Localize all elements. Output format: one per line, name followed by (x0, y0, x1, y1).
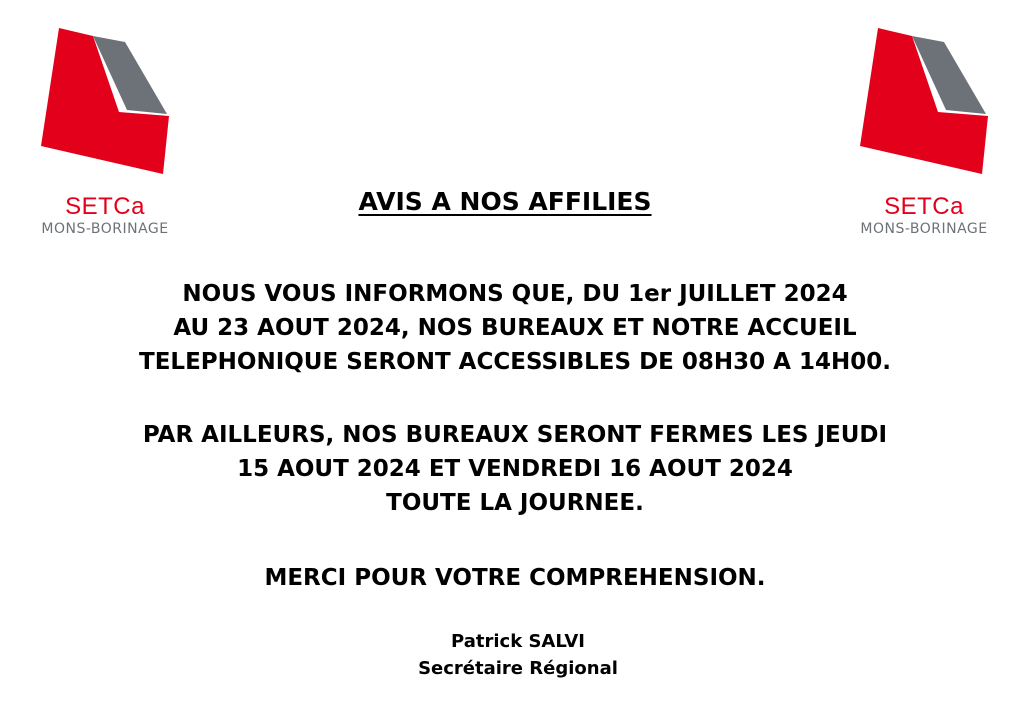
logo-name: SETCa (884, 193, 964, 220)
paragraph-line: PAR AILLEURS, NOS BUREAUX SERONT FERMES LES JEUDI (142, 422, 888, 448)
paragraph-line: TELEPHONIQUE SERONT ACCESSIBLES DE 08H30 A 14H00. (139, 349, 891, 375)
opening-hours-paragraph (0, 277, 1024, 379)
logo-subtitle: MONS-BORINAGE (860, 221, 988, 237)
paragraph-line: TOUTE LA JOURNEE. (386, 490, 644, 516)
closure-paragraph (0, 418, 1024, 520)
notice-title: AVIS A NOS AFFILIES (358, 187, 652, 216)
signatory-name: Patrick SALVI (451, 631, 585, 652)
paragraph-line: 15 AOUT 2024 ET VENDREDI 16 AOUT 2024 (237, 456, 793, 482)
signatory-role: Secrétaire Régional (418, 658, 618, 679)
paragraph-line: AU 23 AOUT 2024, NOS BUREAUX ET NOTRE ACCUEIL (173, 315, 857, 341)
thanks-paragraph: MERCI POUR VOTRE COMPREHENSION. (264, 565, 766, 591)
setca-emblem-icon (35, 28, 175, 176)
paragraph-line: NOUS VOUS INFORMONS QUE, DU 1er JUILLET 2024 (182, 281, 848, 307)
logo-subtitle: MONS-BORINAGE (41, 221, 169, 237)
signature-block (0, 628, 1024, 682)
setca-emblem-icon (854, 28, 994, 176)
logo-name: SETCa (65, 193, 145, 220)
